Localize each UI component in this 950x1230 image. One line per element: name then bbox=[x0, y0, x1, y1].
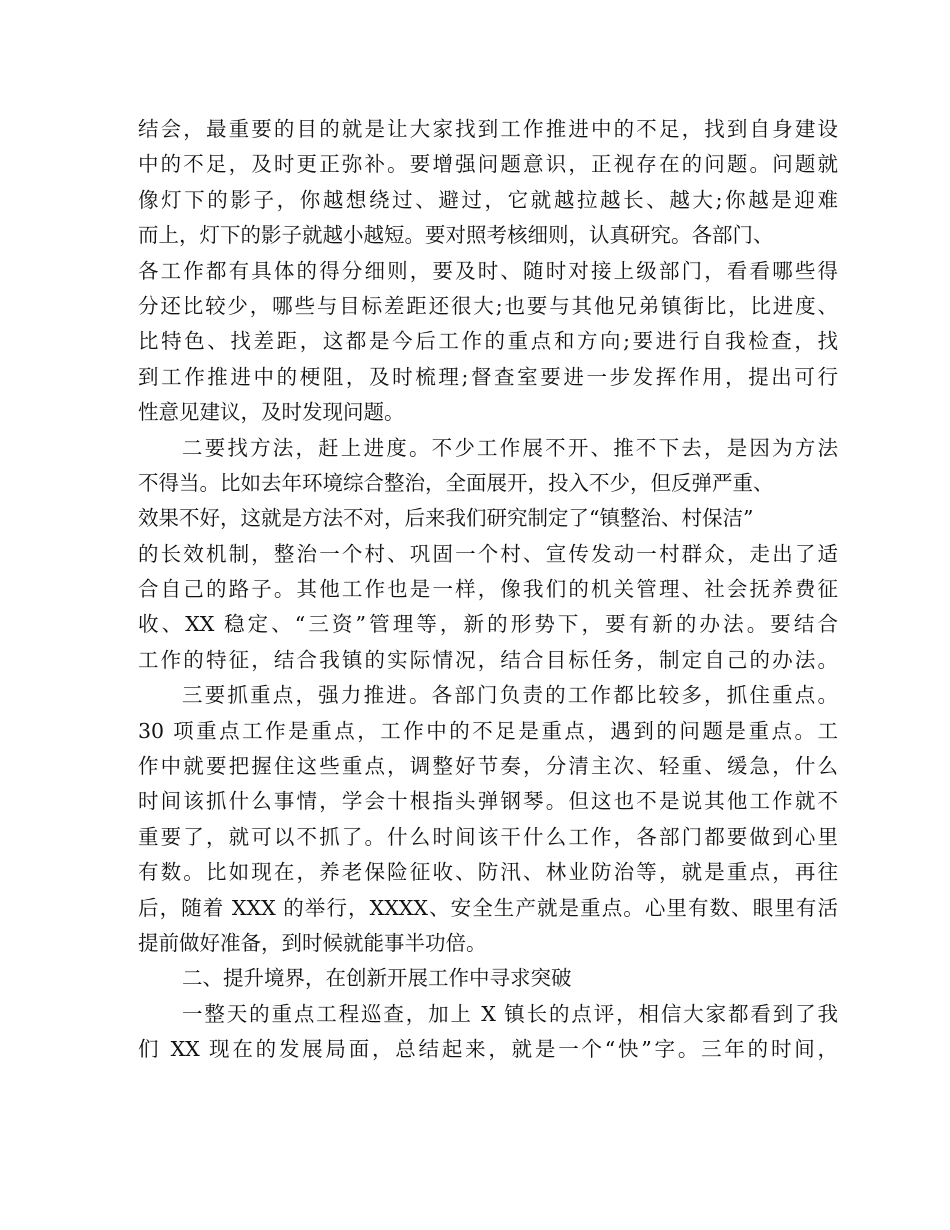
text-line: 工作的特征，结合我镇的实际情况，结合目标任务，制定自己的办法。 bbox=[138, 647, 838, 672]
text-line: 比特色、找差距，这都是今后工作的重点和方向;要进行自我检查，找 bbox=[138, 329, 838, 354]
text-line: 二、提升境界，在创新开展工作中寻求突破 bbox=[182, 966, 572, 991]
text-line: 各工作都有具体的得分细则，要及时、随时对接上级部门，看看哪些得 bbox=[138, 258, 838, 283]
text-line: 们 XX 现在的发展局面，总结起来，就是一个“快”字。三年的时间， bbox=[138, 1037, 838, 1062]
text-line: 而上，灯下的影子就越小越短。要对照考核细则，认真研究。各部门、 bbox=[138, 223, 774, 248]
text-line: 合自己的路子。其他工作也是一样，像我们的机关管理、社会抚养费征 bbox=[138, 577, 838, 602]
document-body bbox=[138, 112, 838, 1068]
text-line: 一整天的重点工程巡查，加上 X 镇长的点评，相信大家都看到了我 bbox=[182, 1001, 838, 1026]
text-line: 三要抓重点，强力推进。各部门负责的工作都比较多，抓住重点。 bbox=[182, 683, 838, 708]
text-line: 中的不足，及时更正弥补。要增强问题意识，正视存在的问题。问题就 bbox=[138, 152, 838, 177]
text-line: 结会，最重要的目的就是让大家找到工作推进中的不足，找到自身建设 bbox=[138, 117, 838, 141]
text-line: 不得当。比如去年环境综合整治，全面展开，投入不少，但反弹严重、 bbox=[138, 470, 774, 495]
text-line: 像灯下的影子，你越想绕过、避过，它就越拉越长、越大;你越是迎难 bbox=[138, 187, 838, 212]
text-line: 作中就要把握住这些重点，调整好节奏，分清主次、轻重、缓急，什么 bbox=[138, 754, 838, 779]
text-line: 性意见建议，及时发现问题。 bbox=[138, 400, 405, 425]
text-line: 二要找方法，赶上进度。不少工作展不开、推不下去，是因为方法 bbox=[182, 435, 838, 460]
text-line: 到工作推进中的梗阻，及时梳理;督查室要进一步发挥作用，提出可行 bbox=[138, 364, 838, 389]
text-line: 重要了，就可以不抓了。什么时间该干什么工作，各部门都要做到心里 bbox=[138, 824, 838, 849]
text-line: 效果不好，这就是方法不对，后来我们研究制定了“镇整治、村保洁” bbox=[138, 506, 754, 531]
text-line: 有数。比如现在，养老保险征收、防汛、林业防治等，就是重点，再往 bbox=[138, 860, 838, 885]
text-line: 提前做好准备，到时候就能事半功倍。 bbox=[138, 930, 487, 955]
text-line: 30 项重点工作是重点，工作中的不足是重点，遇到的问题是重点。工 bbox=[138, 718, 838, 743]
text-line: 收、XX 稳定、“三资”管理等，新的形势下，要有新的办法。要结合 bbox=[138, 612, 838, 637]
text-line: 分还比较少，哪些与目标差距还很大;也要与其他兄弟镇街比，比进度、 bbox=[138, 293, 838, 318]
text-line: 的长效机制，整治一个村、巩固一个村、宣传发动一村群众，走出了适 bbox=[138, 541, 838, 566]
text-line: 后，随着 XXX 的举行，XXXX、安全生产就是重点。心里有数、眼里有活 bbox=[138, 895, 838, 920]
text-line: 时间该抓什么事情，学会十根指头弹钢琴。但这也不是说其他工作就不 bbox=[138, 789, 838, 814]
